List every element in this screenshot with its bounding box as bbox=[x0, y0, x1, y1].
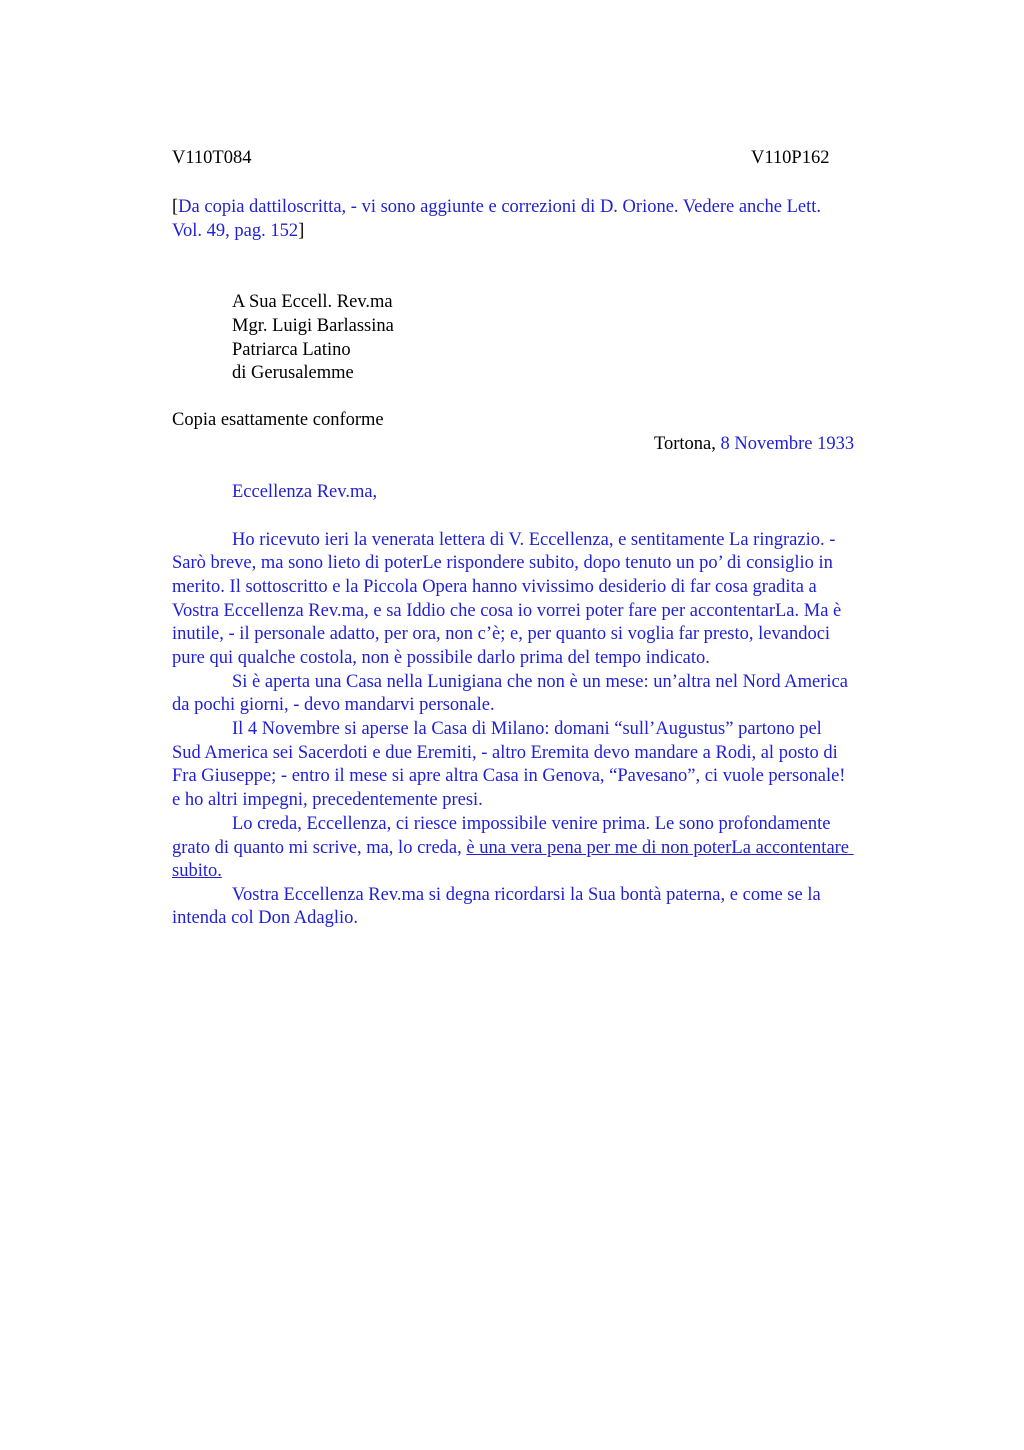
body-line: da pochi giorni, - devo mandarvi personale. bbox=[172, 695, 495, 715]
note-text-2: Vol. 49, pag. 152 bbox=[172, 221, 299, 241]
body-line bbox=[172, 860, 222, 884]
body-line: Sud America sei Sacerdoti e due Eremiti, - altro Eremita devo mandare a Rodi, al posto di bbox=[172, 743, 838, 763]
body-line: Fra Giuseppe; - entro il mese si apre altra Casa in Genova, “Pavesano”, ci vuole personale! bbox=[172, 766, 846, 786]
underlined-emphasis: subito. bbox=[172, 861, 222, 881]
dateline-date: 8 Novembre 1933 bbox=[720, 434, 855, 454]
body-line: Sarò breve, ma sono lieto di poterLe rispondere subito, dopo tenuto un po’ di consiglio in bbox=[172, 553, 833, 573]
address-line-3: Patriarca Latino bbox=[232, 340, 351, 360]
editorial-note-line-1 bbox=[172, 196, 821, 220]
body-line: merito. Il sottoscritto e la Piccola Opera hanno vivissimo desiderio di far cosa gradita a bbox=[172, 577, 817, 597]
body-line: Si è aperta una Casa nella Lunigiana che non è un mese: un’altra nel Nord America bbox=[232, 672, 848, 692]
copy-note: Copia esattamente conforme bbox=[172, 410, 384, 430]
body-line: intenda col Don Adaglio. bbox=[172, 908, 358, 928]
salutation: Eccellenza Rev.ma, bbox=[232, 482, 378, 502]
address-line-1: A Sua Eccell. Rev.ma bbox=[232, 292, 393, 312]
dateline bbox=[654, 433, 854, 457]
body-text-plain: grato di quanto mi scrive, ma, lo creda, bbox=[172, 838, 467, 858]
body-line: Il 4 Novembre si aperse la Casa di Milano: domani “sull’Augustus” partono pel bbox=[232, 719, 822, 739]
body-line: Vostra Eccellenza Rev.ma, e sa Iddio che cosa io vorrei poter fare per accontentarLa. Ma è bbox=[172, 601, 842, 621]
body-line: Lo creda, Eccellenza, ci riesce impossibile venire prima. Le sono profondamente bbox=[232, 814, 831, 834]
body-line: Ho ricevuto ieri la venerata lettera di V. Eccellenza, e sentitamente La ringrazio. - bbox=[232, 530, 836, 550]
dateline-place: Tortona, bbox=[654, 434, 721, 454]
body-line: pure qui qualche costola, non è possibile darlo prima del tempo indicato. bbox=[172, 648, 710, 668]
body-line bbox=[172, 837, 854, 861]
note-text-1: Da copia dattiloscritta, - vi sono aggiunte e correzioni di D. Orione. Vedere anche Lett. bbox=[178, 197, 821, 217]
body-line: Vostra Eccellenza Rev.ma si degna ricordarsi la Sua bontà paterna, e come se la bbox=[232, 885, 821, 905]
address-line-4: di Gerusalemme bbox=[232, 363, 354, 383]
editorial-note-line-2 bbox=[172, 220, 304, 244]
bracket-close: ] bbox=[298, 221, 305, 241]
header-code-left: V110T084 bbox=[172, 148, 252, 168]
header-code-right: V110P162 bbox=[751, 148, 830, 168]
body-line: e ho altri impegni, precedentemente presi. bbox=[172, 790, 483, 810]
underlined-emphasis: è una vera pena per me di non poterLa accontentare bbox=[466, 838, 854, 858]
bracket-open: [ bbox=[172, 197, 179, 217]
body-line: inutile, - il personale adatto, per ora, non c’è; e, per quanto si voglia far presto, levandoci bbox=[172, 624, 831, 644]
address-line-2: Mgr. Luigi Barlassina bbox=[232, 316, 394, 336]
